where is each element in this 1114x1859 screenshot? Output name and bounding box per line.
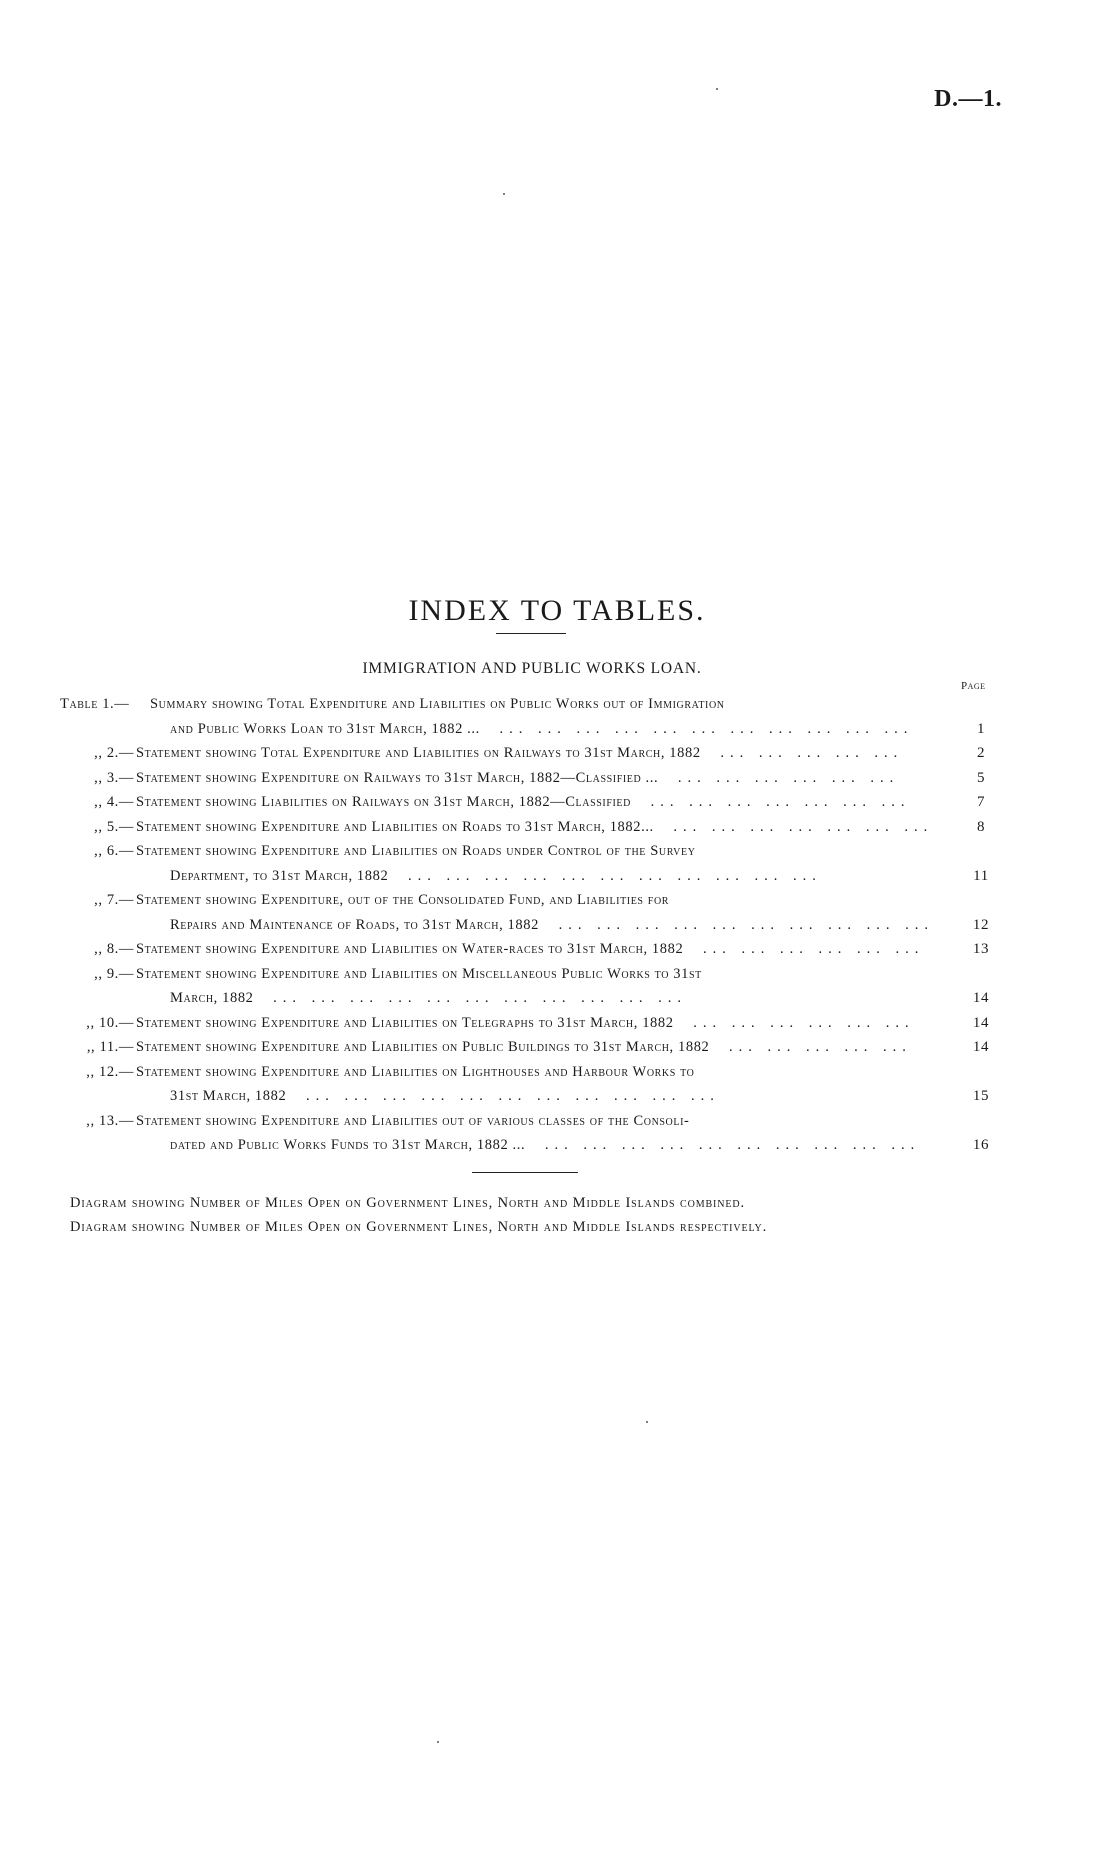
leader-dots: ... ... ... ... ... ... ... ... ... ... ... [489,720,914,737]
index-entry [0,888,1114,937]
page-number: 1 [976,720,986,737]
index-entry-line [0,717,1114,742]
index-entry [0,962,1114,1011]
leader-dots: ... ... ... ... ... ... [693,941,925,957]
table-number: ,, 3.— [94,769,134,786]
table-number: ,, 8.— [94,941,134,957]
page-number: 2 [976,745,986,761]
index-entry-line [0,1060,1114,1085]
page-number: 14 [972,1039,990,1055]
leader-dots: ... ... ... ... ... ... [683,1014,915,1031]
table-number: ,, 12.— [86,1063,134,1080]
index-entry-line [0,1109,1114,1134]
table-description [136,1109,936,1134]
table-index-list [0,692,1114,1158]
section-divider [472,1172,578,1173]
table-description [136,888,936,913]
table-description [150,692,950,717]
page-number: 11 [973,867,989,884]
leader-dots: ... ... ... ... ... ... ... ... ... ... ... [398,867,822,884]
table-description-text: Statement showing Liabilities on Railways on 31st March, 1882—Classified [136,794,631,810]
leader-dots: ... ... ... ... ... ... ... [640,794,911,810]
table-number: Table 1.— [60,696,130,712]
table-description-text: Statement showing Expenditure on Railways to 31st March, 1882—Classified ... [136,769,659,786]
index-entry [0,839,1114,888]
table-description-text: and Public Works Loan to 31st March, 1882 ... [170,720,480,737]
index-entry-line [0,962,1114,987]
table-description-text: Statement showing Expenditure and Liabilities on Public Buildings to 31st March, 1882 [136,1039,710,1055]
page-number: 15 [972,1088,990,1104]
table-description-text: Repairs and Maintenance of Roads, to 31st March, 1882 [170,916,539,933]
table-description-text: March, 1882 [170,990,254,1006]
index-entry [0,1060,1114,1109]
diagram-list [70,1191,1070,1239]
table-number: ,, 13.— [86,1112,134,1129]
index-entry-line [0,839,1114,864]
leader-dots: ... ... ... ... ... [719,1039,912,1055]
table-number: ,, 4.— [94,794,134,810]
index-entry-line [0,1011,1114,1036]
table-description-text: Statement showing Expenditure and Liabilities on Lighthouses and Harbour Works to [136,1063,695,1080]
leader-dots: ... ... ... ... ... ... ... ... ... ... ... [263,990,688,1006]
table-description-text: Statement showing Expenditure and Liabilities out of various classes of the Consoli- [136,1112,690,1129]
index-entry [0,766,1114,791]
page-number: 12 [972,916,990,933]
scan-speck [437,1741,439,1743]
table-description [136,790,936,815]
table-description [170,864,936,889]
page-number: 14 [972,990,990,1006]
table-description-text: Statement showing Expenditure and Liabilities on Water-races to 31st March, 1882 [136,941,684,957]
table-description [136,815,936,840]
page-column-heading: Page [961,680,986,692]
index-entry-line [0,1084,1114,1109]
index-entry [0,1035,1114,1060]
index-entry-line [0,1133,1114,1158]
table-description [136,766,936,791]
table-description-text: Statement showing Expenditure and Liabilities on Roads under Control of the Survey [136,843,696,859]
table-number: ,, 10.— [86,1014,134,1031]
index-entry-line [0,741,1114,766]
index-entry-line [0,692,1114,717]
index-entry [0,937,1114,962]
index-entry-line [0,888,1114,913]
index-entry [0,692,1114,741]
index-entry [0,1109,1114,1158]
table-description [170,1084,936,1109]
leader-dots: ... ... ... ... ... ... ... ... ... ... [548,916,934,933]
table-description [136,962,936,987]
index-entry-line [0,766,1114,791]
page-number: 7 [976,794,986,810]
index-entry [0,815,1114,840]
index-entry [0,741,1114,766]
table-description-text: Statement showing Expenditure and Liabilities on Roads to 31st March, 1882... [136,818,654,835]
diagram-entry: Diagram showing Number of Miles Open on Government Lines, North and Middle Islands respectively. [70,1219,768,1235]
scan-speck [716,88,718,90]
scan-speck [646,1421,648,1423]
index-entry-line [0,913,1114,938]
table-description [136,1060,936,1085]
table-description [170,1133,936,1158]
table-description [136,937,936,962]
table-description [170,913,936,938]
title-divider [496,633,566,634]
table-number: ,, 7.— [94,892,134,908]
table-description-text: 31st March, 1882 [170,1088,287,1104]
leader-dots: ... ... ... ... ... [710,745,904,761]
table-description [136,741,936,766]
index-entry-line [0,864,1114,889]
leader-dots: ... ... ... ... ... ... ... ... ... ... ... [296,1088,720,1104]
table-description-text: dated and Public Works Funds to 31st March, 1882 ... [170,1137,526,1153]
table-description-text: Statement showing Expenditure, out of the Consolidated Fund, and Liabilities for [136,892,670,908]
table-number: ,, 2.— [94,745,134,761]
table-description [170,986,936,1011]
section-heading: IMMIGRATION AND PUBLIC WORKS LOAN. [362,660,702,677]
index-entry-line [0,815,1114,840]
table-number: ,, 11.— [86,1039,134,1055]
table-description-text: Department, to 31st March, 1882 [170,867,389,884]
leader-dots: ... ... ... ... ... ... ... ... ... ... [535,1137,921,1153]
table-description-text: Statement showing Total Expenditure and Liabilities on Railways to 31st March, 1882 [136,745,701,761]
table-description-text: Statement showing Expenditure and Liabilities on Miscellaneous Public Works to 31st [136,965,702,982]
table-description [136,1035,936,1060]
table-description-text: Summary showing Total Expenditure and Liabilities on Public Works out of Immigration [150,696,725,712]
page-number: 5 [976,769,986,786]
page-number: 16 [972,1137,990,1153]
leader-dots: ... ... ... ... ... ... ... [663,818,934,835]
page-number: 13 [972,941,990,957]
table-number: ,, 9.— [94,965,134,982]
page-number: 14 [972,1014,990,1031]
page-number: 8 [976,818,986,835]
table-description [136,1011,936,1036]
table-description [170,717,936,742]
page-title: INDEX TO TABLES. [408,594,706,628]
table-number: ,, 6.— [94,843,134,859]
index-entry-line [0,1035,1114,1060]
document-reference: D.—1. [934,86,1002,112]
table-description-text: Statement showing Expenditure and Liabilities on Telegraphs to 31st March, 1882 [136,1014,674,1031]
table-number: ,, 5.— [94,818,134,835]
table-description [136,839,936,864]
leader-dots: ... ... ... ... ... ... [668,769,900,786]
index-entry-line [0,790,1114,815]
scan-speck [503,193,505,195]
diagram-entry: Diagram showing Number of Miles Open on Government Lines, North and Middle Islands combined. [70,1195,746,1211]
index-entry-line [0,937,1114,962]
index-entry-line [0,986,1114,1011]
index-entry [0,790,1114,815]
index-entry [0,1011,1114,1036]
